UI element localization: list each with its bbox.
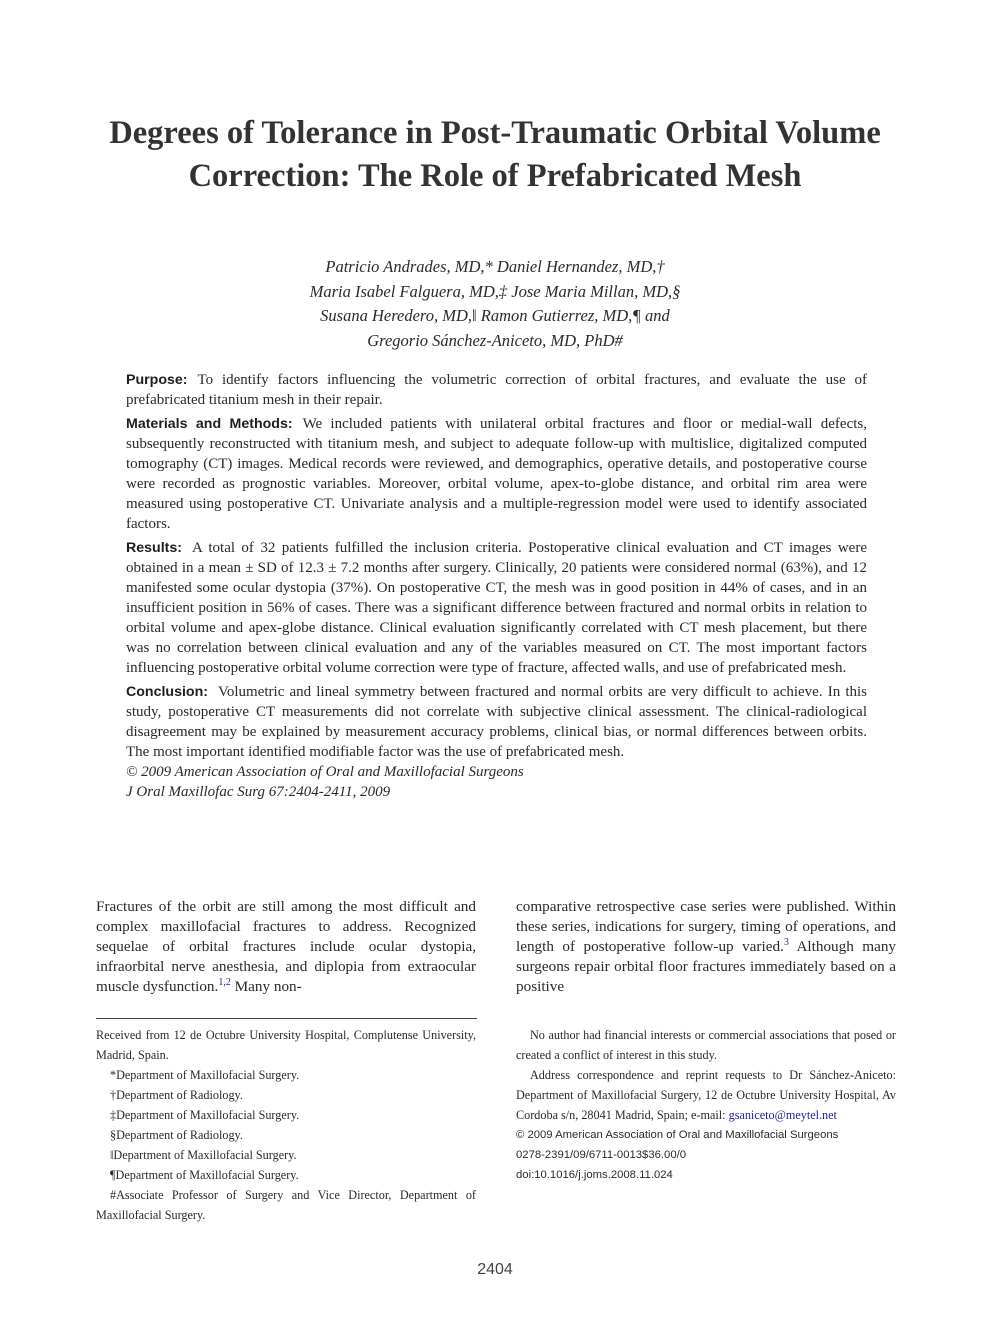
body-column-right	[516, 897, 896, 997]
purpose-heading: Purpose:	[126, 372, 188, 388]
author-line: Patricio Andrades, MD,* Daniel Hernandez, MD,†	[325, 257, 665, 276]
methods-heading: Materials and Methods:	[126, 416, 293, 432]
author-line: Susana Heredero, MD,‖ Ramon Gutierrez, MD,¶ and	[320, 306, 670, 325]
body-text: Many non-	[230, 978, 302, 995]
footnote-divider	[96, 1018, 477, 1019]
methods-text: We included patients with unilateral orbital fractures and floor or medial-wall defects, subsequently reconstructed with titanium mesh, and subject to adequate follow-up with multislice, digitalized computed tomography (CT) images. Medical records were reviewed, and demographics, operative details, and postoperative course were recorded as prognostic variables. Moreover, orbital volume, apex-to-globe distance, and orbital rim area were measured using postoperative CT. Univariate analysis and a multiple-regression model were used to identify associated factors.	[126, 416, 867, 532]
received-note: Received from 12 de Octubre University Hospital, Complutense University, Madrid, Spain.	[96, 1028, 476, 1062]
footnotes-right	[516, 1025, 896, 1185]
page-number: 2404	[477, 1261, 513, 1278]
correspondence-note	[516, 1065, 896, 1125]
affiliation-note: ‖Department of Maxillofacial Surgery.	[110, 1148, 297, 1162]
results-text: A total of 32 patients fulfilled the inclusion criteria. Postoperative clinical evaluation and CT images were obtained in a mean ± SD of 12.3 ± 7.2 months after surgery. Clinically, 20 patients were considered normal (63%), and 12 manifested some ocular dystopia (37%). On postoperative CT, the mesh was in good position in 44% of cases, and in an insufficient position in 56% of cases. There was a significant difference between fractured and normal orbits in relation to orbital volume and apex-globe distance. Clinical evaluation significantly correlated with CT mesh placement, but there was no correlation between clinical evaluation and any of the variables measured on CT. The most important factors influencing postoperative orbital volume correction were type of fracture, affected walls, and use of prefabricated mesh.	[126, 540, 867, 676]
results-heading: Results:	[126, 540, 182, 556]
conflict-note: No author had financial interests or commercial associations that posed or created a conflict of interest in this study.	[516, 1028, 896, 1062]
abstract-copyright: © 2009 American Association of Oral and Maxillofacial Surgeons	[126, 764, 524, 780]
affiliation-note: ¶Department of Maxillofacial Surgery.	[110, 1168, 299, 1182]
footnote-copyright: © 2009 American Association of Oral and Maxillofacial Surgeons	[516, 1129, 839, 1141]
body-paragraph	[96, 897, 476, 997]
affiliation-note: *Department of Maxillofacial Surgery.	[110, 1068, 300, 1082]
body-text: comparative retrospective case series were published. Within these series, indications for surgery, timing of operations, and length of postoperative follow-up varied.	[516, 898, 896, 955]
conclusion-heading: Conclusion:	[126, 684, 208, 700]
correspondence-text: Address correspondence and reprint requests to Dr Sánchez-Aniceto: Department of Maxillofacial Surgery, 12 de Octubre University Hospital, Av Cordoba s/n, 28041 Madrid, Spain; e-mail:	[516, 1068, 896, 1122]
author-line: Maria Isabel Falguera, MD,‡ Jose Maria Millan, MD,§	[309, 281, 681, 301]
abstract-purpose	[126, 370, 867, 410]
email-link[interactable]: gsaniceto@meytel.net	[728, 1108, 837, 1122]
affiliation-note: #Associate Professor of Surgery and Vice Director, Department of Maxillofacial Surgery.	[96, 1188, 476, 1222]
affiliation-note: †Department of Radiology.	[110, 1088, 243, 1102]
doi-line[interactable]: doi:10.1016/j.joms.2008.11.024	[516, 1169, 673, 1181]
affiliation-note: ‡Department of Maxillofacial Surgery.	[110, 1108, 300, 1122]
author-list	[95, 255, 895, 353]
affiliation-note: §Department of Radiology.	[110, 1128, 243, 1142]
body-column-left	[96, 897, 476, 997]
body-text: Fractures of the orbit are still among the most difficult and complex maxillofacial fractures to address. Recognized sequelae of orbital fractures include ocular dystopia, infraorbital nerve anesthesia, and diplopia from extraocular muscle dysfunction.	[96, 898, 476, 995]
reference-link[interactable]: 3	[783, 936, 789, 948]
body-text: Although many surgeons repair orbital floor fractures immediately based on a positive	[516, 938, 897, 995]
abstract-results	[126, 538, 867, 678]
author-line: Gregorio Sánchez-Aniceto, MD, PhD#	[367, 330, 623, 350]
conclusion-text: Volumetric and lineal symmetry between fractured and normal orbits are very difficult to achieve. In this study, postoperative CT measurements did not correlate with subjective clinical assessment. The clinical-radiological disagreement may be explained by measurement accuracy problems, clinical bias, or normal differences between orbits. The most important identified modifiable factor was the use of prefabricated mesh.	[126, 684, 867, 760]
reference-link[interactable]: 1,2	[218, 976, 231, 988]
abstract-methods	[126, 414, 867, 534]
issn-line: 0278-2391/09/6711-0013$36.00/0	[516, 1149, 687, 1161]
abstract-conclusion	[126, 682, 867, 762]
footnotes-left	[96, 1025, 476, 1225]
abstract	[126, 370, 867, 802]
body-paragraph	[516, 897, 896, 997]
journal-citation: J Oral Maxillofac Surg 67:2404-2411, 2009	[126, 784, 391, 800]
purpose-text: To identify factors influencing the volumetric correction of orbital fractures, and evaluate the use of prefabricated titanium mesh in their repair.	[126, 372, 867, 408]
article-title: Degrees of Tolerance in Post-Traumatic Orbital Volume Correction: The Role of Prefabricated Mesh	[109, 115, 881, 194]
